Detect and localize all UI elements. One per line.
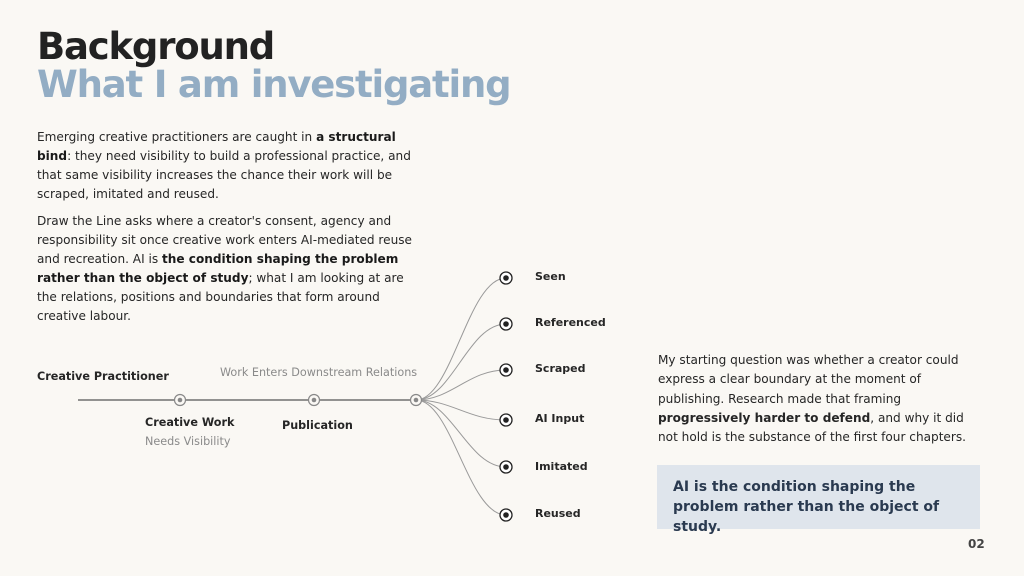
label-referenced: Referenced (535, 316, 606, 329)
label-ai-input: AI Input (535, 412, 585, 425)
branch-reused (416, 400, 506, 515)
callout-text: AI is the condition shaping the problem rather than the object of study. (673, 479, 940, 535)
label-creative-practitioner: Creative Practitioner (37, 370, 169, 383)
branch-seen (416, 278, 506, 400)
node-imitated (500, 461, 512, 473)
node-ai-input (500, 414, 512, 426)
callout-box (657, 465, 980, 535)
node-downstream (411, 395, 422, 406)
title-subtitle: What I am investigating (37, 63, 511, 106)
node-seen (500, 272, 512, 284)
intro-paragraph-2: Draw the Line asks where a creator's consent, agency and responsibility sit once creative work enters AI-mediated reuse and recreation. AI is the condition shaping the problem rather than the object of study; what I am looking at are the relations, positions and boundaries that form around creative labour. (37, 214, 412, 323)
node-creative-work (175, 395, 186, 406)
label-imitated: Imitated (535, 460, 588, 473)
label-publication: Publication (282, 419, 353, 432)
label-seen: Seen (535, 270, 566, 283)
node-reused (500, 509, 512, 521)
label-downstream-relations: Work Enters Downstream Relations (220, 366, 418, 379)
label-reused: Reused (535, 507, 581, 520)
node-publication (309, 395, 320, 406)
branch-referenced (416, 324, 506, 400)
label-scraped: Scraped (535, 362, 586, 375)
label-needs-visibility: Needs Visibility (145, 435, 231, 448)
node-scraped (500, 364, 512, 376)
side-paragraph: My starting question was whether a creator could express a clear boundary at the moment of publishing. Research made that framing progressively harder to defend, and why it did not hold is the substance of the first four chapters. (658, 353, 966, 445)
intro-paragraph-1: Emerging creative practitioners are caught in a structural bind: they need visibility to build a professional practice, and that same visibility increases the chance their work will be scraped, imitated and reused. (37, 130, 411, 201)
page-number: 02 (968, 537, 985, 551)
title-background: Background (37, 25, 275, 68)
node-referenced (500, 318, 512, 330)
branch-scraped (416, 370, 506, 400)
label-creative-work: Creative Work (145, 416, 235, 429)
